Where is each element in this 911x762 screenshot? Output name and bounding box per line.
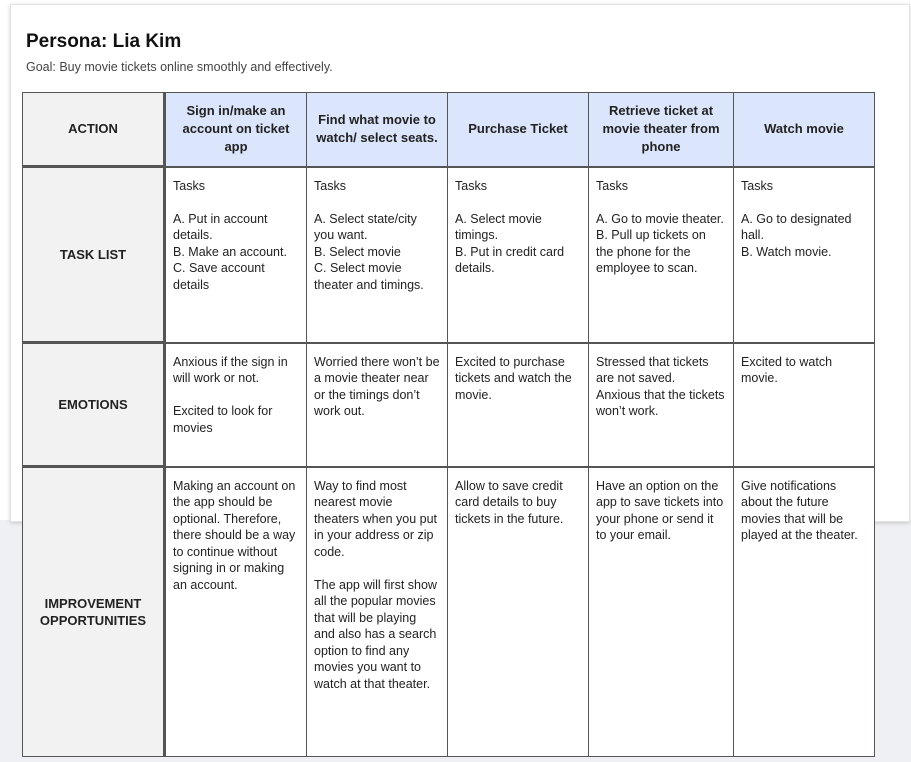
improvement-cell-find-movie: Way to find most nearest movie theaters when you put in your address or zip code. The app will first show all the popular movies that will be playing and also has a search option to find any movies you want to watch at that theater. [307,467,448,757]
task-list-row [23,167,875,343]
task-cell-sign-in: Tasks A. Put in account details. B. Make an account. C. Save account details [165,167,307,343]
header-row [23,93,875,167]
stage-header-find-movie: Find what movie to watch/ select seats. [307,93,448,167]
row-label-improvement: IMPROVEMENT OPPORTUNITIES [23,467,165,757]
corner-label: ACTION [23,93,165,167]
task-cell-retrieve: Tasks A. Go to movie theater. B. Pull up tickets on the phone for the employee to scan. [589,167,734,343]
user-journey-map-table [22,92,875,757]
emotion-cell-purchase: Excited to purchase tickets and watch the movie. [448,343,589,467]
emotion-cell-sign-in: Anxious if the sign in will work or not. Excited to look for movies [165,343,307,467]
emotion-cell-watch: Excited to watch movie. [734,343,875,467]
improvement-cell-retrieve: Have an option on the app to save tickets into your phone or send it to your email. [589,467,734,757]
task-cell-purchase: Tasks A. Select movie timings. B. Put in credit card details. [448,167,589,343]
stage-header-retrieve: Retrieve ticket at movie theater from phone [589,93,734,167]
emotions-row [23,343,875,467]
emotion-cell-retrieve: Stressed that tickets are not saved. Anxious that the tickets won’t work. [589,343,734,467]
stage-header-sign-in: Sign in/make an account on ticket app [165,93,307,167]
row-label-emotions: EMOTIONS [23,343,165,467]
improvement-row [23,467,875,757]
emotion-cell-find-movie: Worried there won’t be a movie theater near or the timings don’t work out. [307,343,448,467]
stage-header-watch: Watch movie [734,93,875,167]
persona-goal: Goal: Buy movie tickets online smoothly and effectively. [26,60,333,74]
persona-title: Persona: Lia Kim [26,31,182,52]
task-cell-watch: Tasks A. Go to designated hall. B. Watch movie. [734,167,875,343]
improvement-cell-purchase: Allow to save credit card details to buy tickets in the future. [448,467,589,757]
stage-header-purchase: Purchase Ticket [448,93,589,167]
task-cell-find-movie: Tasks A. Select state/city you want. B. Select movie C. Select movie theater and timings. [307,167,448,343]
row-label-task-list: TASK LIST [23,167,165,343]
improvement-cell-watch: Give notifications about the future movies that will be played at the theater. [734,467,875,757]
improvement-cell-sign-in: Making an account on the app should be optional. Therefore, there should be a way to continue without signing in or making an account. [165,467,307,757]
